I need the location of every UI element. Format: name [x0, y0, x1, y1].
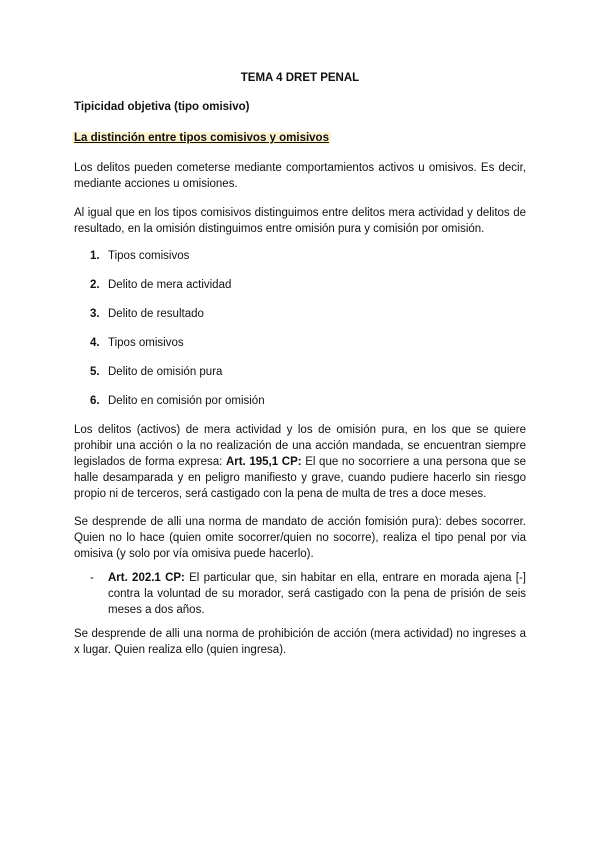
list-item-text: Delito en comisión por omisión: [108, 395, 265, 407]
list-item-number: 3.: [90, 308, 100, 320]
list-item: [90, 394, 265, 423]
list-item-number: 1.: [90, 250, 100, 262]
section-heading: La distinción entre tipos comisivos y omisivos: [74, 132, 329, 144]
article-reference: Art. 195,1 CP:: [225, 456, 302, 468]
list-item: [90, 365, 265, 394]
list-item: [90, 307, 265, 336]
document-title: TEMA 4 DRET PENAL: [240, 72, 360, 84]
list-item-text: Tipos comisivos: [108, 250, 190, 262]
list-item-text: Delito de omisión pura: [108, 366, 223, 378]
paragraph-intro: Los delitos pueden cometerse mediante comportamientos activos u omisivos. Es decir, mediante acciones u omisiones.: [74, 162, 526, 190]
list-item-number: 5.: [90, 366, 100, 378]
list-item: [90, 278, 265, 307]
list-item-text: Delito de mera actividad: [108, 279, 232, 291]
list-item-text: Delito de resultado: [108, 308, 204, 320]
paragraph-mandate-norm: Se desprende de alli una norma de mandato de acción fomisión pura): debes socorrer. Quien no lo hace (quien omite socorrer/quien no socorre), realiza el tipo penal por via omisiva (y solo por vía omisiva puede hacerlo).: [74, 516, 526, 560]
paragraph-distinction: Al igual que en los tipos comisivos distinguimos entre delitos mera actividad y delitos de resultado, en la omisión distinguimos entre omisión pura y comisión por omisión.: [74, 207, 526, 235]
paragraph-prohibition-norm: Se desprende de alli una norma de prohibición de acción (mera actividad) no ingreses a x lugar. Quien realiza ello (quien ingresa).: [74, 628, 526, 656]
paragraph-text: Los delitos (activos) de mera actividad y los de omisión pura, en los que se quiere prohibir una acción o la no realización de una acción mandada, se encuentran siempre legislados de forma expresa:: [74, 424, 526, 468]
list-item-number: 4.: [90, 337, 100, 349]
bullet-dash: -: [90, 572, 94, 584]
bullet-text: [108, 570, 526, 618]
document-subtitle: Tipicidad objetiva (tipo omisivo): [74, 101, 250, 113]
list-item-number: 6.: [90, 395, 100, 407]
types-list: [90, 249, 265, 423]
paragraph-text: El particular que, sin habitar en ella, entrare en morada ajena [-] contra la voluntad de su morador, será castigado con la pena de prisión de seis meses a dos años.: [108, 572, 526, 616]
paragraph-text: El que no socorriere a una persona que se halle desamparada y en peligro manifiesto y grave, cuando pudiere hacerlo sin riesgo propio ni de terceros, será castigado con la pena de multa de tres a doce meses.: [74, 456, 527, 500]
article-reference: Art. 202.1 CP:: [108, 572, 185, 584]
list-item-text: Tipos omisivos: [108, 337, 184, 349]
list-item: [90, 249, 265, 278]
list-item: [90, 336, 265, 365]
paragraph-art-195: [74, 422, 526, 502]
list-item-number: 2.: [90, 279, 100, 291]
